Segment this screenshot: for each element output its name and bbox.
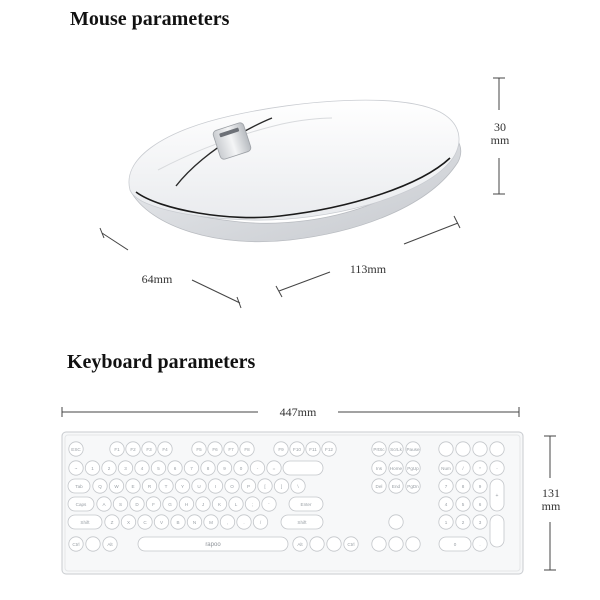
keyboard-wide-key bbox=[68, 497, 94, 511]
key-label: Enter bbox=[300, 501, 312, 507]
keyboard-key bbox=[113, 497, 127, 511]
keyboard-key bbox=[224, 442, 238, 456]
keyboard-key bbox=[86, 537, 100, 551]
key-label: 7 bbox=[444, 483, 448, 489]
key-label: F2 bbox=[130, 446, 136, 452]
key-label: Q bbox=[98, 483, 102, 489]
keyboard-key bbox=[151, 461, 165, 475]
key-label: End bbox=[391, 483, 401, 489]
keyboard-key bbox=[473, 497, 487, 511]
keyboard-key bbox=[208, 479, 222, 493]
keyboard-key bbox=[290, 442, 304, 456]
key-label: 9 bbox=[223, 465, 226, 471]
keyboard-key bbox=[372, 442, 386, 456]
keyboard-key bbox=[126, 442, 140, 456]
key-label: Tab bbox=[75, 483, 83, 489]
key-label: - bbox=[496, 465, 498, 471]
key-label: 1 bbox=[444, 519, 448, 525]
keyboard-key bbox=[158, 442, 172, 456]
keyboard-key bbox=[69, 461, 83, 475]
key-label: 4 bbox=[444, 501, 448, 507]
key-label: F bbox=[152, 501, 155, 507]
keyboard-key bbox=[262, 497, 276, 511]
key-label: Del bbox=[375, 483, 383, 489]
keyboard-wide-key bbox=[439, 537, 471, 551]
keyboard-key bbox=[456, 442, 470, 456]
keyboard-key bbox=[439, 442, 453, 456]
key-label: K bbox=[217, 501, 222, 507]
keyboard-key bbox=[146, 497, 160, 511]
keyboard-key bbox=[105, 515, 119, 529]
key-label: 6 bbox=[478, 501, 482, 507]
key-label: Ins bbox=[375, 465, 383, 471]
key-label: , bbox=[226, 519, 229, 525]
keyboard-key bbox=[327, 537, 341, 551]
keyboard-key bbox=[163, 497, 177, 511]
keyboard-key bbox=[109, 479, 123, 493]
keyboard-key bbox=[250, 461, 264, 475]
keyboard-key bbox=[135, 461, 149, 475]
keyboard-key bbox=[192, 442, 206, 456]
keyboard-key bbox=[344, 537, 358, 551]
mouse-parameters-heading: Mouse parameters bbox=[70, 8, 230, 30]
key-label: E bbox=[131, 483, 135, 489]
key-label: 5 bbox=[461, 501, 465, 507]
key-label: / bbox=[259, 519, 262, 525]
keyboard-key bbox=[168, 461, 182, 475]
keyboard-key bbox=[142, 479, 156, 493]
keyboard-wide-key bbox=[281, 515, 323, 529]
keyboard-key bbox=[110, 442, 124, 456]
keyboard-key bbox=[121, 515, 135, 529]
key-label: Ctrl bbox=[72, 541, 80, 547]
key-label: 3 bbox=[478, 519, 482, 525]
key-label: C bbox=[143, 519, 147, 525]
keyboard-key bbox=[456, 515, 470, 529]
keyboard-key bbox=[439, 515, 453, 529]
keyboard-key bbox=[439, 497, 453, 511]
keyboard-wide-key bbox=[68, 515, 102, 529]
keyboard-height-label bbox=[534, 487, 568, 513]
key-label: F4 bbox=[162, 446, 168, 452]
keyboard-key bbox=[225, 479, 239, 493]
key-label: F10 bbox=[293, 446, 301, 452]
key-label: F12 bbox=[325, 446, 333, 452]
keyboard-key bbox=[234, 461, 248, 475]
key-label: Pause bbox=[406, 446, 420, 452]
keyboard-key bbox=[237, 515, 251, 529]
key-label: T bbox=[164, 483, 168, 489]
key-label: Home bbox=[389, 465, 403, 471]
keyboard-key bbox=[490, 461, 504, 475]
brand-logo: rapoo bbox=[205, 542, 221, 548]
key-label: 3 bbox=[124, 465, 127, 471]
keyboard-key bbox=[220, 515, 234, 529]
keyboard-key bbox=[372, 461, 386, 475]
key-label: Y bbox=[180, 483, 185, 489]
key-label: [ bbox=[264, 483, 266, 489]
keyboard-key bbox=[267, 461, 281, 475]
key-label: 2 bbox=[107, 465, 111, 471]
keyboard-parameters-heading: Keyboard parameters bbox=[67, 351, 256, 373]
keyboard-key bbox=[306, 442, 320, 456]
key-label: F1 bbox=[114, 446, 120, 452]
keyboard-key bbox=[184, 461, 198, 475]
keyboard-key bbox=[293, 537, 307, 551]
key-label: R bbox=[147, 483, 152, 489]
key-label: ~ bbox=[74, 465, 78, 471]
keyboard-key bbox=[310, 537, 324, 551]
keyboard-key bbox=[389, 537, 403, 551]
key-label: X bbox=[126, 519, 131, 525]
keyboard-length-label: 447mm bbox=[279, 405, 317, 419]
keyboard-key bbox=[372, 479, 386, 493]
key-label: H bbox=[184, 501, 189, 507]
keyboard-key bbox=[102, 461, 116, 475]
keyboard-key bbox=[179, 497, 193, 511]
key-label: ] bbox=[280, 483, 283, 489]
key-label: . bbox=[479, 541, 481, 547]
key-label: Z bbox=[110, 519, 114, 525]
keyboard-key bbox=[192, 479, 206, 493]
key-label: ' bbox=[268, 501, 270, 507]
keyboard-key bbox=[389, 479, 403, 493]
keyboard-key bbox=[274, 442, 288, 456]
key-label: 2 bbox=[461, 519, 465, 525]
key-label: D bbox=[135, 501, 139, 507]
keyboard-key bbox=[473, 479, 487, 493]
keyboard-key bbox=[389, 515, 403, 529]
keyboard-wide-key bbox=[283, 461, 323, 475]
key-label: 0 bbox=[453, 541, 457, 547]
key-label: ScrLk bbox=[390, 446, 402, 452]
key-label: 0 bbox=[239, 465, 243, 471]
keyboard-key bbox=[229, 497, 243, 511]
key-label: F3 bbox=[146, 446, 152, 452]
key-label: F11 bbox=[309, 446, 317, 452]
key-label: PgUp bbox=[407, 465, 419, 471]
key-label: Ctrl bbox=[347, 541, 355, 547]
keyboard-key bbox=[406, 537, 420, 551]
keyboard-key bbox=[456, 497, 470, 511]
keyboard-key bbox=[208, 442, 222, 456]
keyboard-wide-key bbox=[289, 497, 323, 511]
key-label: 8 bbox=[461, 483, 465, 489]
key-label: Shift bbox=[80, 519, 90, 525]
key-label: ; bbox=[251, 501, 254, 507]
keyboard-key bbox=[175, 479, 189, 493]
key-label: * bbox=[479, 465, 481, 471]
key-label: - bbox=[256, 465, 259, 471]
key-label: F8 bbox=[244, 446, 250, 452]
keyboard-key bbox=[456, 479, 470, 493]
key-label: / bbox=[462, 465, 464, 471]
keyboard-key bbox=[201, 461, 215, 475]
keyboard-key bbox=[258, 479, 272, 493]
keyboard-key bbox=[187, 515, 201, 529]
key-label: 5 bbox=[157, 465, 160, 471]
keyboard-key bbox=[389, 461, 403, 475]
key-label: J bbox=[201, 501, 205, 507]
key-label: 6 bbox=[173, 465, 177, 471]
keyboard-key bbox=[217, 461, 231, 475]
keyboard-key bbox=[241, 479, 255, 493]
mouse-height-value: 30 bbox=[494, 120, 506, 134]
key-label: 1 bbox=[91, 465, 94, 471]
key-label: F6 bbox=[212, 446, 218, 452]
keyboard-key bbox=[473, 515, 487, 529]
keyboard-key bbox=[142, 442, 156, 456]
keyboard-key bbox=[196, 497, 210, 511]
keyboard-key bbox=[322, 442, 336, 456]
keyboard-key bbox=[103, 537, 117, 551]
mouse-height-unit: mm bbox=[490, 133, 510, 147]
keyboard-key bbox=[240, 442, 254, 456]
key-label: V bbox=[159, 519, 164, 525]
keyboard-key bbox=[473, 461, 487, 475]
key-label: N bbox=[192, 519, 197, 525]
key-label: + bbox=[495, 493, 499, 499]
keyboard-key bbox=[204, 515, 218, 529]
key-label: 8 bbox=[206, 465, 210, 471]
keyboard-key bbox=[406, 479, 420, 493]
key-label: PgDn bbox=[407, 483, 419, 489]
keyboard-key bbox=[473, 442, 487, 456]
keyboard-key bbox=[245, 497, 259, 511]
key-label: O bbox=[230, 483, 234, 489]
keyboard-key bbox=[389, 442, 403, 456]
keyboard-key bbox=[212, 497, 226, 511]
keyboard-key bbox=[69, 442, 83, 456]
keyboard-height-value: 131 bbox=[542, 486, 560, 500]
key-label: . bbox=[243, 519, 245, 525]
keyboard-key bbox=[372, 537, 386, 551]
keyboard-key bbox=[274, 479, 288, 493]
keyboard-key bbox=[439, 479, 453, 493]
key-label: B bbox=[176, 519, 180, 525]
keyboard-key bbox=[154, 515, 168, 529]
key-label: Caps bbox=[75, 501, 87, 507]
keyboard-key bbox=[473, 537, 487, 551]
keyboard-key bbox=[406, 461, 420, 475]
mouse-width-label: 64mm bbox=[141, 272, 173, 286]
keyboard-key bbox=[171, 515, 185, 529]
key-label: A bbox=[102, 501, 106, 507]
keyboard-key bbox=[93, 479, 107, 493]
keyboard-key bbox=[406, 442, 420, 456]
key-label: Num bbox=[441, 465, 451, 471]
key-label: Alt bbox=[297, 541, 303, 547]
keyboard-key bbox=[85, 461, 99, 475]
keyboard-key bbox=[118, 461, 132, 475]
key-label: G bbox=[168, 501, 172, 507]
keyboard-key bbox=[69, 537, 83, 551]
key-label: 9 bbox=[478, 483, 482, 489]
key-label: S bbox=[118, 501, 123, 507]
keyboard-key bbox=[439, 461, 453, 475]
key-label: P bbox=[246, 483, 251, 489]
key-label: 7 bbox=[190, 465, 193, 471]
key-label: F7 bbox=[228, 446, 234, 452]
key-label: 4 bbox=[140, 465, 144, 471]
keyboard-key bbox=[490, 442, 504, 456]
mouse-width-dimension bbox=[100, 228, 241, 308]
keyboard-key bbox=[126, 479, 140, 493]
key-label: \ bbox=[297, 483, 299, 489]
numpad-enter-key bbox=[490, 515, 504, 547]
mouse-height-label bbox=[486, 121, 514, 147]
keyboard-key bbox=[159, 479, 173, 493]
keyboard-height-unit: mm bbox=[541, 499, 561, 513]
key-label: ESC bbox=[71, 446, 81, 452]
key-label: F5 bbox=[196, 446, 202, 452]
key-label: PrtSc bbox=[373, 446, 385, 452]
keyboard-key bbox=[138, 515, 152, 529]
key-label: W bbox=[114, 483, 119, 489]
mouse-length-label: 113mm bbox=[349, 262, 387, 276]
numpad-plus-key bbox=[490, 479, 504, 511]
keyboard-key bbox=[291, 479, 305, 493]
key-label: L bbox=[234, 501, 238, 507]
key-label: F9 bbox=[278, 446, 284, 452]
keyboard-key bbox=[253, 515, 267, 529]
keyboard-wide-key bbox=[68, 479, 90, 493]
key-label: Alt bbox=[107, 541, 113, 547]
keyboard-key bbox=[97, 497, 111, 511]
key-label: Shift bbox=[297, 519, 307, 525]
key-label: U bbox=[197, 483, 201, 489]
key-label: I bbox=[214, 483, 217, 489]
keyboard-key bbox=[456, 461, 470, 475]
key-label: M bbox=[209, 519, 213, 525]
keyboard-key bbox=[130, 497, 144, 511]
key-label: = bbox=[272, 465, 276, 471]
